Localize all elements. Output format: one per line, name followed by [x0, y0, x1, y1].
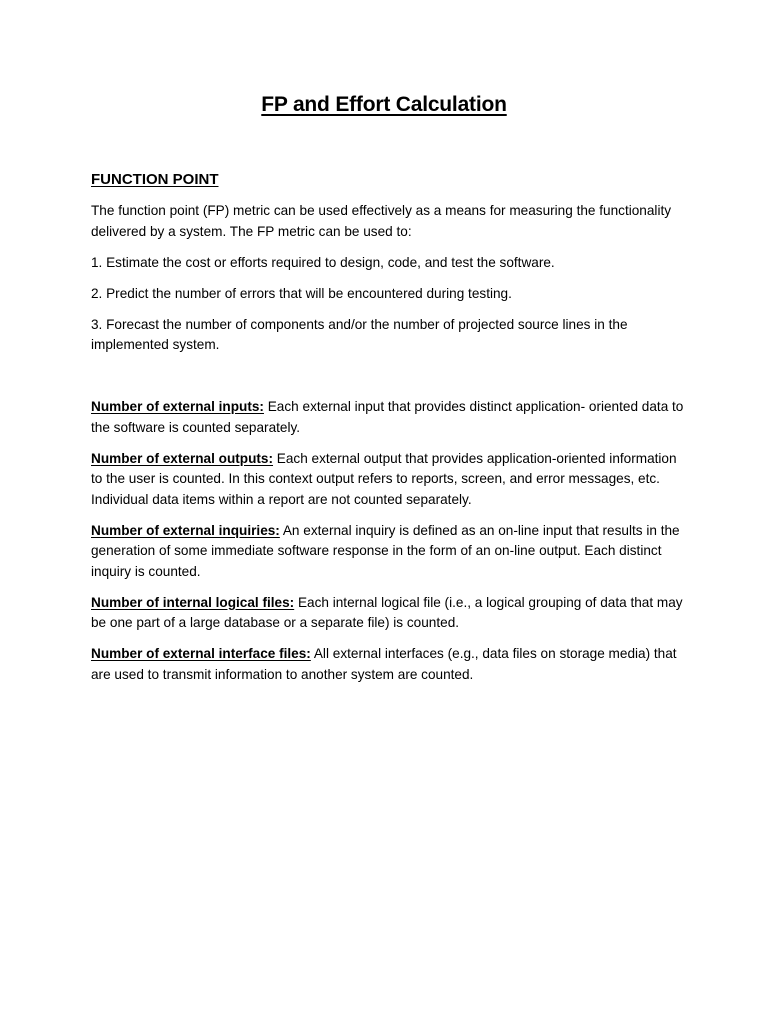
use-item-3: 3. Forecast the number of components and/or the number of projected source lines in the implemented system.: [91, 316, 628, 352]
definition-term: Number of external outputs:: [91, 450, 274, 466]
definition-text: Each internal logical file (i.e., a logical grouping of data that may be one part of a large database or a separate file) is counted.: [91, 594, 683, 630]
definition-text: Each external input that provides distinct application- oriented data to the software is counted separately.: [91, 399, 684, 435]
definition-text: All external interfaces (e.g., data files on storage media) that are used to transmit information to another system are counted.: [91, 646, 677, 682]
definition-term: Number of external inputs:: [91, 399, 264, 414]
document-body: [91, 170, 691, 696]
use-item-2: 2. Predict the number of errors that will be encountered during testing.: [91, 285, 512, 301]
document-title: FP and Effort Calculation: [261, 93, 507, 116]
definition-term: Number of external inquiries:: [91, 522, 280, 538]
definition-text: An external inquiry is defined as an on-line input that results in the generation of some immediate software response in the form of an on-line output. Each distinct inquiry is counted.: [91, 522, 680, 579]
definition-external-inputs: [91, 397, 691, 438]
definition-external-outputs: [91, 449, 691, 511]
use-item-1: 1. Estimate the cost or efforts required to design, code, and test the software.: [91, 254, 555, 270]
paragraph-spacer: [91, 366, 691, 397]
definition-external-inquiries: [91, 521, 691, 583]
definition-term: Number of external interface files:: [91, 646, 311, 661]
section-heading: FUNCTION POINT: [91, 171, 219, 188]
definition-internal-logical-files: [91, 593, 691, 634]
definition-term: Number of internal logical files:: [91, 594, 295, 610]
intro-paragraph: The function point (FP) metric can be used effectively as a means for measuring the functionality delivered by a system. The FP metric can be used to:: [91, 203, 672, 239]
definition-text: Each external output that provides application-oriented information to the user is counted. In this context output refers to reports, screen, and error messages, etc. Individual data items within a report are not counted separately.: [91, 450, 677, 507]
definition-external-interface-files: [91, 644, 691, 685]
